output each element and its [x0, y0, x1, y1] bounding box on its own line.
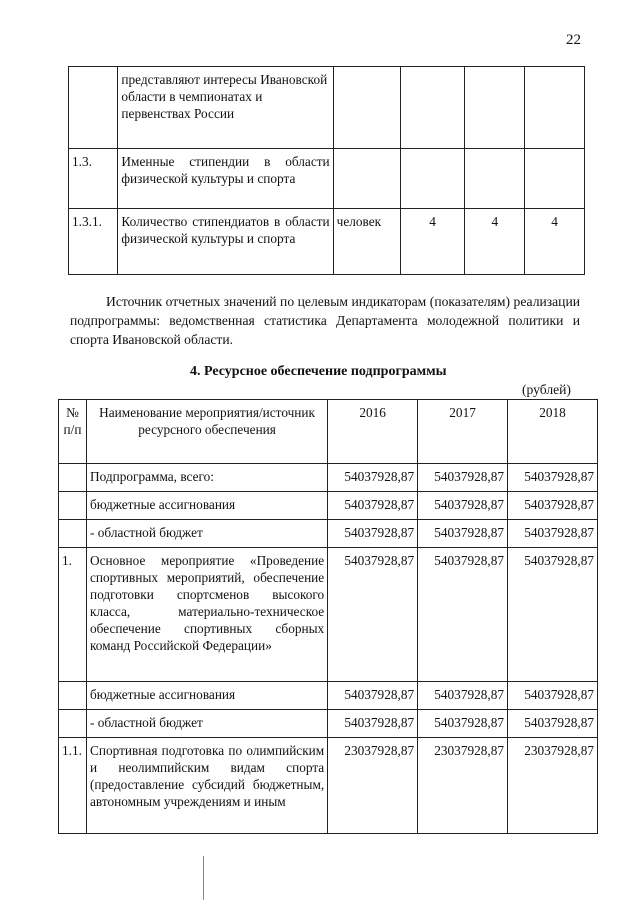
row-name: Спортивная подготовка по олимпийским и неолимпийским видам спорта (предоставление субсидий бюджетным, автономным учреждениям и иным: [86, 738, 327, 834]
row-number: [59, 464, 87, 492]
unit-cell: [333, 67, 400, 149]
row-number: [59, 492, 87, 520]
indicators-table: [68, 66, 585, 275]
amount-2016: 23037928,87: [328, 738, 418, 834]
page-number: 22: [566, 32, 581, 48]
amount-2017: 54037928,87: [418, 710, 508, 738]
row-number: [59, 682, 87, 710]
table-row: [69, 149, 585, 209]
row-name: - областной бюджет: [86, 520, 327, 548]
table-row: [59, 738, 598, 834]
value-cell: [400, 149, 465, 209]
row-number: 1.: [59, 548, 87, 682]
header-year-2016: 2016: [328, 400, 418, 464]
amount-2018: 23037928,87: [508, 738, 598, 834]
table-row: [59, 548, 598, 682]
table-row: [59, 464, 598, 492]
resource-table: [58, 399, 598, 834]
amount-2017: 54037928,87: [418, 520, 508, 548]
amount-2018: 54037928,87: [508, 548, 598, 682]
row-name: бюджетные ассигнования: [86, 492, 327, 520]
row-name: - областной бюджет: [86, 710, 327, 738]
header-name: Наименование мероприятия/источник ресурсного обеспечения: [86, 400, 327, 464]
row-number: [59, 520, 87, 548]
row-number: 1.1.: [59, 738, 87, 834]
value-cell: [465, 67, 525, 149]
header-number: № п/п: [59, 400, 87, 464]
amount-2017: 23037928,87: [418, 738, 508, 834]
source-paragraph: Источник отчетных значений по целевым индикаторам (показателям) реализации подпрограммы: ведомственная статистика Департамента молодежной политики и спорта Ивановской области.: [70, 294, 580, 347]
table-row: [59, 682, 598, 710]
value-cell: [525, 67, 585, 149]
row-number: [59, 710, 87, 738]
header-year-2018: 2018: [508, 400, 598, 464]
row-text: Именные стипендии в области физической культуры и спорта: [118, 149, 333, 209]
row-text: представляют интересы Ивановской области в чемпионатах и первенствах России: [118, 67, 333, 149]
scan-artifact-line: [203, 856, 204, 900]
table-row: [59, 710, 598, 738]
amount-2016: 54037928,87: [328, 548, 418, 682]
row-number: 1.3.1.: [69, 209, 118, 275]
unit-cell: человек: [333, 209, 400, 275]
currency-unit: (рублей): [522, 382, 571, 397]
amount-2018: 54037928,87: [508, 710, 598, 738]
row-name: Подпрограмма, всего:: [86, 464, 327, 492]
amount-2017: 54037928,87: [418, 464, 508, 492]
amount-2018: 54037928,87: [508, 682, 598, 710]
amount-2017: 54037928,87: [418, 682, 508, 710]
row-name: Основное мероприятие «Проведение спортивных мероприятий, обеспечение подготовки спортсменов высокого класса, материально-техническое обеспечение спортивных сборных команд Российской Федерации»: [86, 548, 327, 682]
value-cell: 4: [465, 209, 525, 275]
value-cell: [400, 67, 465, 149]
value-cell: [465, 149, 525, 209]
amount-2018: 54037928,87: [508, 492, 598, 520]
amount-2018: 54037928,87: [508, 520, 598, 548]
amount-2016: 54037928,87: [328, 682, 418, 710]
unit-cell: [333, 149, 400, 209]
amount-2017: 54037928,87: [418, 548, 508, 682]
table-header-row: [59, 400, 598, 464]
amount-2016: 54037928,87: [328, 464, 418, 492]
value-cell: [525, 149, 585, 209]
section-heading: 4. Ресурсное обеспечение подпрограммы: [190, 364, 447, 379]
value-cell: 4: [400, 209, 465, 275]
value-cell: 4: [525, 209, 585, 275]
row-text: Количество стипендиатов в области физической культуры и спорта: [118, 209, 333, 275]
row-name: бюджетные ассигнования: [86, 682, 327, 710]
table-row: [59, 520, 598, 548]
amount-2017: 54037928,87: [418, 492, 508, 520]
amount-2018: 54037928,87: [508, 464, 598, 492]
table-row: [59, 492, 598, 520]
amount-2016: 54037928,87: [328, 710, 418, 738]
row-number: 1.3.: [69, 149, 118, 209]
table-row: [69, 67, 585, 149]
table-row: [69, 209, 585, 275]
amount-2016: 54037928,87: [328, 520, 418, 548]
header-year-2017: 2017: [418, 400, 508, 464]
amount-2016: 54037928,87: [328, 492, 418, 520]
row-number: [69, 67, 118, 149]
